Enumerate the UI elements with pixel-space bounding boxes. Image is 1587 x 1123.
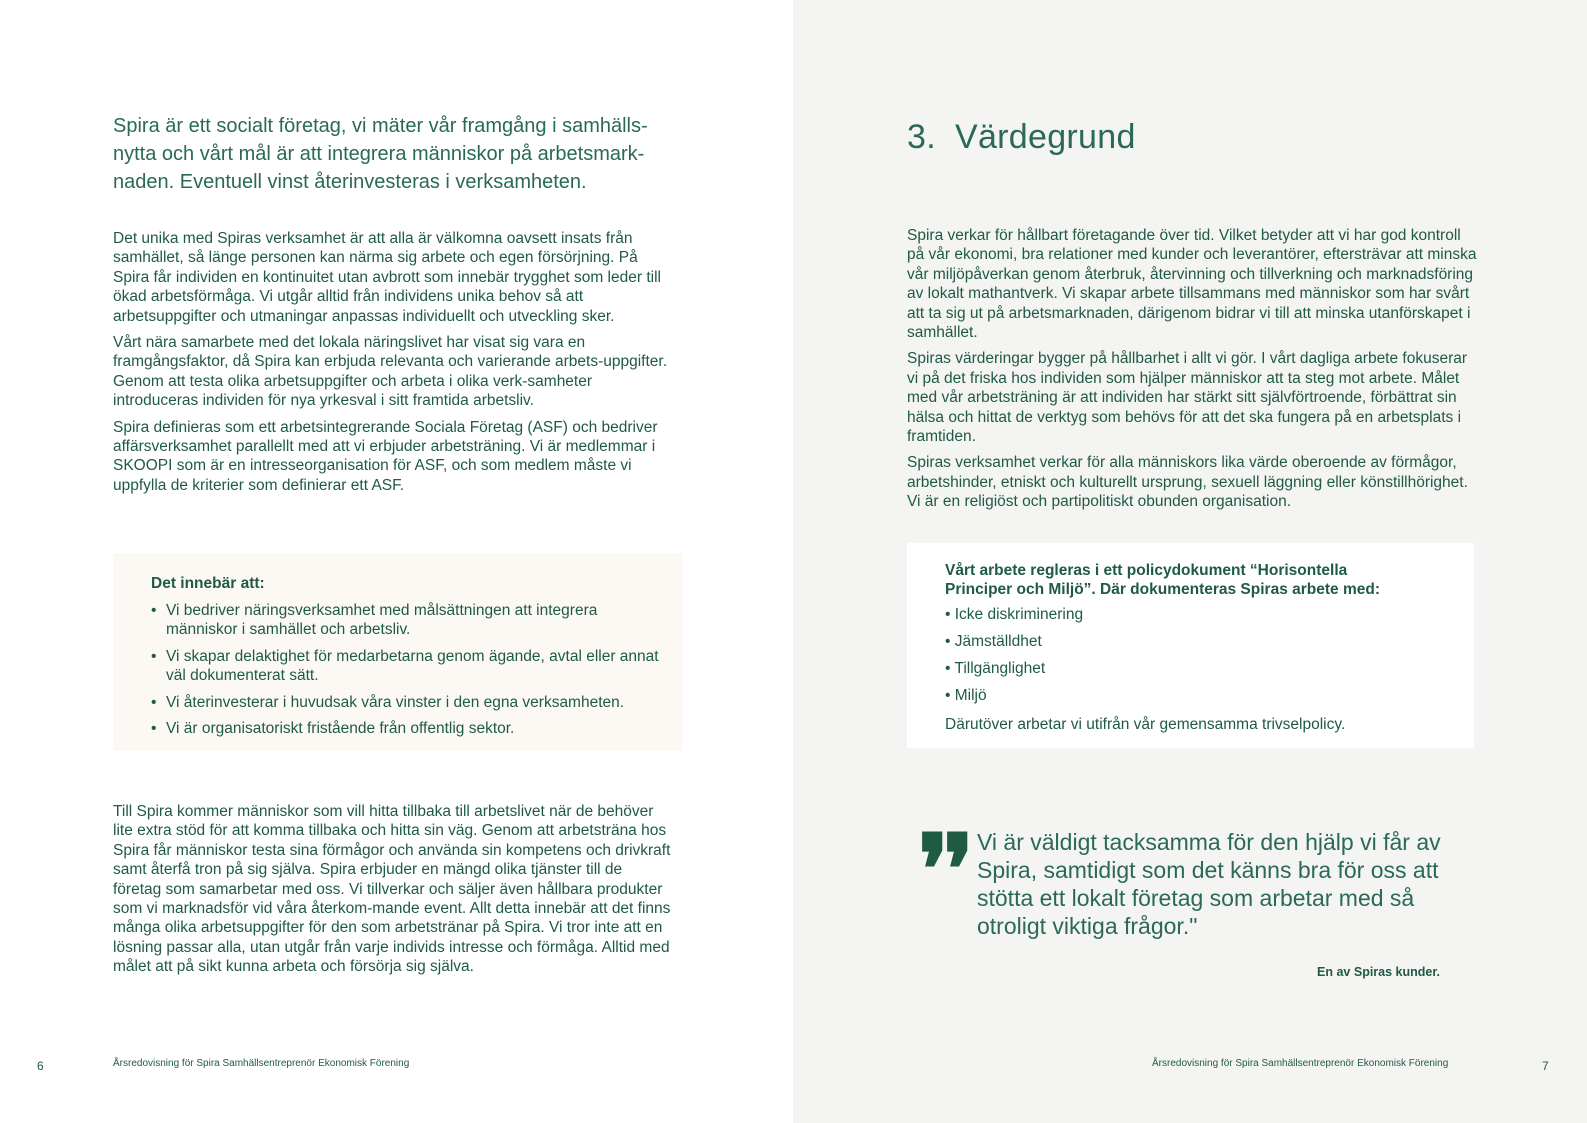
list-item [151, 719, 671, 738]
section-title [907, 112, 1136, 162]
list-item-text: Vi är organisatoriskt fristående från offentlig sektor. [166, 720, 515, 738]
policy-box [907, 543, 1474, 748]
policy-footer: Därutöver arbetar vi utifrån vår gemensamma trivselpolicy. [945, 716, 1346, 733]
bullet-icon: • [151, 720, 157, 738]
paragraph: Det unika med Spiras verksamhet är att alla är välkomna oavsett insats från samhället, så länge personen kan närma sig arbete och egen försörjning. På Spira får individen en kontinuitet utan avbrott som innebär trygghet som leder till ökad arbetsförmåga. Vi utgår alltid från individens unika behov så att arbetsuppgifter och utmaningar anpassas individuellt och utveckling sker. [113, 230, 661, 325]
bullet-icon: • [151, 647, 157, 665]
policy-list [945, 605, 1083, 713]
page-number: 7 [1542, 1059, 1549, 1073]
list-item [151, 601, 671, 640]
section-number: 3. [907, 118, 936, 156]
list-item-text: Vi skapar delaktighet för medarbetarna genom ägande, avtal eller annat väl dokumenterat sätt. [166, 647, 659, 685]
intro-text [113, 229, 673, 502]
paragraph: Vårt nära samarbete med det lokala näringslivet har visat sig vara en framgångsfaktor, då Spira kan erbjuda relevanta och varierande arbets-uppgifter. Genom att testa olika arbetsuppgifter och arbeta i olika verk-samheter introduceras individen för nya yrkesval i sitt framtida arbetsliv. [113, 334, 668, 410]
paragraph: Spiras värderingar bygger på hållbarhet i allt vi gör. I vårt dagliga arbete fokuserar vi på det friska hos individen som hjälper människor att ta steg mot arbete. Målet med vår arbetsträning är att individen har stärkt sitt självförtroende, förbättrat sin hälsa och hittat de verktyg som behövs för att det ska fungera på en arbetsplats i framtiden. [907, 350, 1468, 446]
customer-quote: Vi är väldigt tacksamma för den hjälp vi får av Spira, samtidigt som det känns bra för oss att stötta ett lokalt företag som arbetar med så otroligt viktiga frågor." [977, 829, 1441, 939]
section-title-text: Värdegrund [955, 118, 1136, 156]
policy-heading: Vårt arbete regleras i ett policydokument “Horisontella Principer och Miljö”. Där dokumenteras Spiras arbete med: [945, 562, 1380, 599]
list-item [151, 647, 671, 686]
list-item: • Jämställdhet [945, 633, 1042, 650]
criteria-heading: Det innebär att: [151, 575, 265, 592]
list-item-text: Vi återinvesterar i huvudsak våra vinster i den egna verksamheten. [166, 693, 625, 711]
paragraph: Spira verkar för hållbart företagande över tid. Vilket betyder att vi har god kontroll på vår ekonomi, bra relationer med kunder och leverantörer, eftersträvar att minska vår miljöpåverkan genom återbruk, återvinning och tillverkning och marknadsföring av lokalt mathantverk. Vi skapar arbete tillsammans med människor som har svårt att ta sig ut på arbetsmarknaden, därigenom bidrar vi till att minska utanförskapet i samhället. [907, 227, 1477, 342]
criteria-box [113, 553, 683, 751]
page-footer: Årsredovisning för Spira Samhällsentreprenör Ekonomisk Förening [1152, 1058, 1449, 1069]
page-footer: Årsredovisning för Spira Samhällsentreprenör Ekonomisk Förening [113, 1058, 410, 1069]
bullet-icon: • [151, 602, 157, 619]
list-item [151, 693, 671, 712]
quote-source: En av Spiras kunder. [1317, 965, 1440, 979]
list-item: • Icke diskriminering [945, 606, 1084, 623]
list-item-text: Vi bedriver näringsverksamhet med målsättningen att integrera människor i samhället och arbetsliv. [166, 602, 598, 639]
left-page [0, 0, 793, 1123]
page-number: 6 [37, 1059, 44, 1073]
list-item: • Tillgänglighet [945, 660, 1046, 677]
paragraph: Spiras verksamhet verkar för alla människors lika värde oberoende av förmågor, arbetshinder, etniskt och kulturellt ursprung, sexuell läggning eller könstillhörighet. Vi är en religiöst och partipolitiskt obunden organisation. [907, 454, 1468, 511]
quote-mark-icon: ❜❜ [918, 813, 968, 926]
paragraph: Spira definieras som ett arbetsintegrerande Sociala Företag (ASF) och bedriver affärsverksamhet parallellt med att vi erbjuder arbetsträning. Vi är medlemmar i SKOOPI som är en intresseorganisation för ASF, och som medlem måste vi uppfylla de kriterier som definierar ett ASF. [113, 418, 658, 494]
values-text [907, 226, 1477, 519]
criteria-list [151, 601, 671, 745]
lead-paragraph: Spira är ett socialt företag, vi mäter vår framgång i samhälls-nytta och vårt mål är att integrera människor på arbetsmark-naden. Eventuell vinst återinvesteras i verksamheten. [113, 115, 648, 193]
paragraph: Till Spira kommer människor som vill hitta tillbaka till arbetslivet när de behöver lite extra stöd för att komma tillbaka och hitta sin väg. Genom att arbetsträna hos Spira får människor testa sina förmågor och använda sin kompetens och drivkraft samt återfå tron på sig själva. Spira erbjuder en mängd olika tjänster till de företag som samarbetar med oss. Vi tillverkar och säljer även hållbara produkter som vi marknadsför vid våra återkom-mande event. Allt detta innebär att det finns många olika arbetsuppgifter för den som arbetstränar på Spira. Vi tror inte att en lösning passar alla, utan utgår från varje individs intresse och förmåga. Alltid med målet att på sikt kunna arbeta och försörja sig själva. [113, 803, 671, 976]
list-item: • Miljö [945, 687, 987, 704]
closing-text [113, 802, 673, 984]
bullet-icon: • [151, 693, 157, 711]
